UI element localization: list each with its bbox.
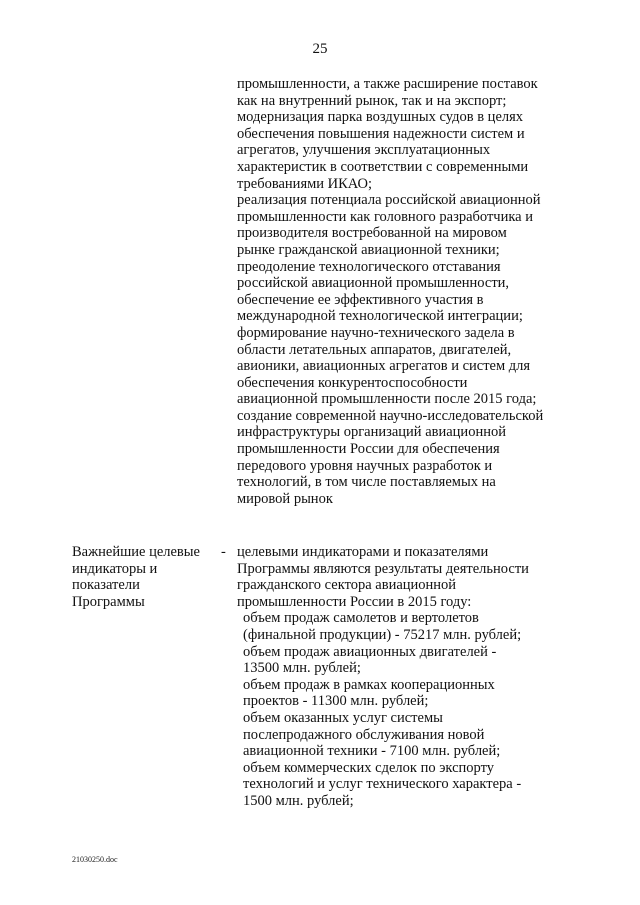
value-line: 1500 млн. рублей;: [243, 792, 354, 809]
text-line: промышленности России для обеспечения: [237, 441, 500, 458]
text-line: требованиями ИКАО;: [237, 175, 373, 192]
value-line: объем продаж авиационных двигателей -: [243, 643, 497, 660]
document-filename: 21030250.doc: [72, 855, 118, 864]
value-line: объем продаж самолетов и вертолетов: [243, 610, 479, 627]
section-label: [72, 544, 200, 610]
text-line: рынке гражданской авиационной техники;: [237, 241, 500, 258]
text-line: обеспечения повышения надежности систем и: [237, 125, 525, 142]
text-line: формирование научно-технического задела в: [237, 324, 515, 341]
value-line: технологий и услуг технического характера -: [243, 776, 522, 793]
value-line: гражданского сектора авиационной: [237, 577, 457, 594]
page-number: 25: [312, 41, 328, 57]
text-line: преодоление технологического отставания: [237, 258, 501, 275]
value-line: проектов - 11300 млн. рублей;: [243, 693, 429, 710]
text-line: инфраструктуры организаций авиационной: [237, 424, 506, 441]
value-line: объем продаж в рамках кооперационных: [243, 676, 495, 693]
value-line: целевыми индикаторами и показателями: [237, 544, 489, 560]
text-line: модернизация парка воздушных судов в целях: [237, 109, 524, 126]
value-line: промышленности России в 2015 году:: [237, 593, 472, 610]
value-line: 13500 млн. рублей;: [243, 660, 361, 677]
text-line: характеристик в соответствии с современными: [237, 158, 529, 175]
text-line: обеспечение ее эффективного участия в: [237, 291, 484, 308]
section-value: [237, 544, 529, 810]
text-line: реализация потенциала российской авиационной: [237, 192, 541, 209]
label-line: Программы: [72, 593, 145, 610]
value-line: авиационной техники - 7100 млн. рублей;: [243, 743, 501, 760]
label-line: Важнейшие целевые: [72, 544, 200, 560]
value-line: (финальной продукции) - 75217 млн. рублей;: [243, 626, 522, 643]
text-line: передового уровня научных разработок и: [237, 457, 493, 474]
text-line: агрегатов, улучшения эксплуатационных: [237, 142, 491, 159]
text-line: производителя востребованной на мировом: [237, 225, 507, 242]
text-line: промышленности, а также расширение поставок: [237, 76, 538, 92]
text-line: обеспечения конкурентоспособности: [237, 374, 468, 391]
text-line: российской авиационной промышленности,: [237, 275, 510, 292]
text-line: авиационной промышленности после 2015 года;: [237, 391, 537, 408]
value-line: послепродажного обслуживания новой: [243, 726, 485, 743]
text-line: области летательных аппаратов, двигателей,: [237, 341, 512, 358]
label-line: показатели: [72, 577, 140, 594]
text-line: международной технологической интеграции;: [237, 308, 523, 325]
text-line: создание современной научно-исследовательской: [237, 407, 544, 424]
value-line: объем коммерческих сделок по экспорту: [243, 759, 495, 776]
value-line: объем оказанных услуг системы: [243, 709, 443, 726]
continued-goals-text: [237, 76, 543, 507]
label-line: индикаторы и: [72, 560, 158, 577]
text-line: технологий, в том числе поставляемых на: [237, 474, 496, 491]
text-line: промышленности как головного разработчика и: [237, 208, 533, 225]
text-line: авионики, авиационных агрегатов и систем для: [237, 358, 531, 375]
value-line: Программы являются результаты деятельности: [237, 560, 529, 577]
text-line: мировой рынок: [237, 490, 333, 507]
text-line: как на внутренний рынок, так и на экспорт;: [237, 92, 507, 109]
section-dash: -: [221, 544, 226, 560]
